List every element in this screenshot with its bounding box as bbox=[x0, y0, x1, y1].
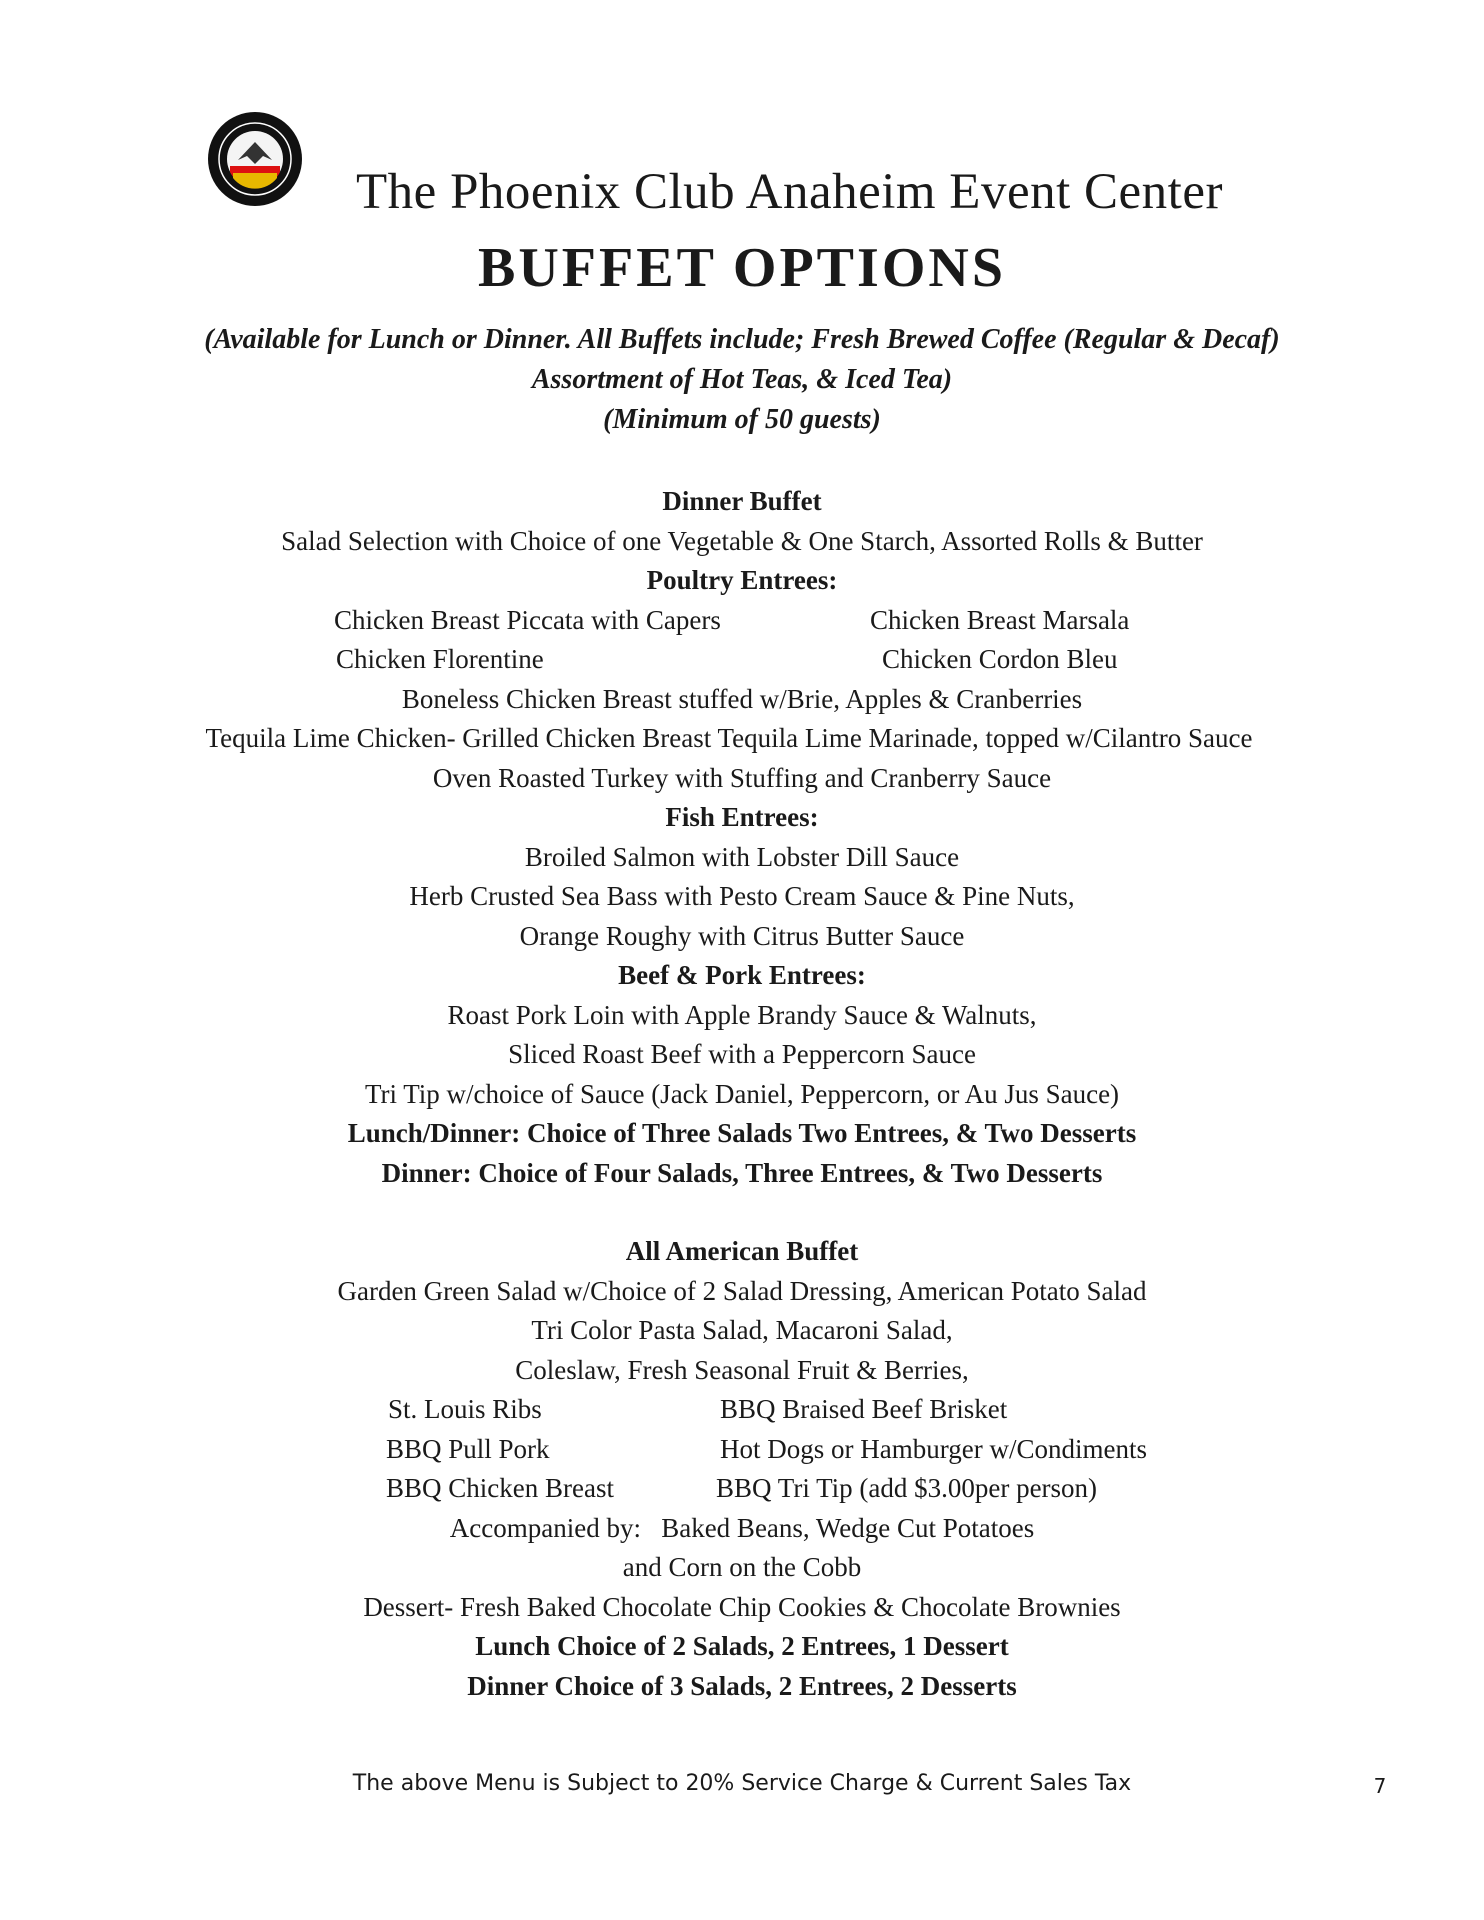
menu-item: St. Louis Ribs bbox=[388, 1394, 542, 1424]
menu-body bbox=[0, 482, 1484, 1706]
page-number: 7 bbox=[1373, 1774, 1387, 1798]
menu-line: Accompanied by: Baked Beans, Wedge Cut Potatoes bbox=[449, 1512, 1035, 1543]
menu-line: Orange Roughy with Citrus Butter Sauce bbox=[519, 920, 965, 951]
intro-line: (Minimum of 50 guests) bbox=[603, 404, 881, 435]
menu-item: Chicken Breast Piccata with Capers bbox=[334, 604, 721, 635]
intro-line: (Available for Lunch or Dinner. All Buffets include; Fresh Brewed Coffee (Regular & Decaf) bbox=[204, 324, 1280, 355]
menu-pair-row bbox=[0, 1390, 1484, 1430]
menu-line: Dessert- Fresh Baked Chocolate Chip Cookies & Chocolate Brownies bbox=[363, 1591, 1121, 1622]
menu-line: Sliced Roast Beef with a Peppercorn Sauce bbox=[508, 1039, 976, 1069]
footer-note: The above Menu is Subject to 20% Service Charge & Current Sales Tax bbox=[352, 1771, 1132, 1796]
menu-pair-row bbox=[0, 1430, 1484, 1470]
menu-item: BBQ Pull Pork bbox=[386, 1433, 550, 1464]
package-line: Dinner: Choice of Four Salads, Three Entrees, & Two Desserts bbox=[381, 1157, 1103, 1188]
menu-line: Tri Color Pasta Salad, Macaroni Salad, bbox=[531, 1315, 953, 1345]
menu-line: Tri Tip w/choice of Sauce (Jack Daniel, Peppercorn, or Au Jus Sauce) bbox=[364, 1078, 1120, 1109]
menu-line: Coleslaw, Fresh Seasonal Fruit & Berries, bbox=[515, 1354, 969, 1385]
menu-item: Chicken Breast Marsala bbox=[870, 604, 1130, 635]
category-heading: Poultry Entrees: bbox=[646, 565, 838, 595]
menu-item: Chicken Cordon Bleu bbox=[882, 644, 1118, 674]
section-heading: All American Buffet bbox=[625, 1236, 859, 1266]
organization-title: The Phoenix Club Anaheim Event Center bbox=[356, 164, 1223, 220]
menu-pair-row bbox=[0, 640, 1484, 680]
menu-item: BBQ Tri Tip (add $3.00per person) bbox=[716, 1473, 1098, 1503]
package-line: Lunch/Dinner: Choice of Three Salads Two Entrees, & Two Desserts bbox=[347, 1118, 1137, 1148]
menu-line: Herb Crusted Sea Bass with Pesto Cream Sauce & Pine Nuts, bbox=[409, 881, 1075, 911]
package-line: Dinner Choice of 3 Salads, 2 Entrees, 2 Desserts bbox=[467, 1670, 1017, 1701]
menu-line: Tequila Lime Chicken- Grilled Chicken Breast Tequila Lime Marinade, topped w/Cilantro Sauce bbox=[205, 723, 1253, 753]
menu-item: BBQ Braised Beef Brisket bbox=[720, 1394, 1008, 1424]
category-heading: Beef & Pork Entrees: bbox=[618, 960, 866, 990]
intro-line: Assortment of Hot Teas, & Iced Tea) bbox=[531, 364, 953, 395]
menu-line: and Corn on the Cobb bbox=[622, 1552, 862, 1582]
menu-item: Chicken Florentine bbox=[336, 644, 544, 674]
section-heading: Dinner Buffet bbox=[662, 486, 822, 516]
category-heading: Fish Entrees: bbox=[665, 802, 819, 832]
menu-item: BBQ Chicken Breast bbox=[386, 1473, 614, 1503]
intro-note bbox=[0, 320, 1484, 440]
menu-pair-row bbox=[0, 1469, 1484, 1509]
menu-line: Boneless Chicken Breast stuffed w/Brie, Apples & Cranberries bbox=[401, 683, 1083, 714]
menu-line: Garden Green Salad w/Choice of 2 Salad Dressing, American Potato Salad bbox=[337, 1275, 1147, 1306]
menu-pair-row bbox=[0, 601, 1484, 641]
menu-item: Hot Dogs or Hamburger w/Condiments bbox=[720, 1433, 1147, 1464]
menu-line: Broiled Salmon with Lobster Dill Sauce bbox=[524, 841, 960, 872]
menu-line: Oven Roasted Turkey with Stuffing and Cranberry Sauce bbox=[432, 762, 1052, 793]
page-title: BUFFET OPTIONS bbox=[478, 237, 1006, 299]
menu-line: Roast Pork Loin with Apple Brandy Sauce & Walnuts, bbox=[447, 999, 1037, 1030]
menu-line: Salad Selection with Choice of one Vegetable & One Starch, Assorted Rolls & Butter bbox=[281, 525, 1203, 556]
package-line: Lunch Choice of 2 Salads, 2 Entrees, 1 Dessert bbox=[475, 1631, 1009, 1661]
